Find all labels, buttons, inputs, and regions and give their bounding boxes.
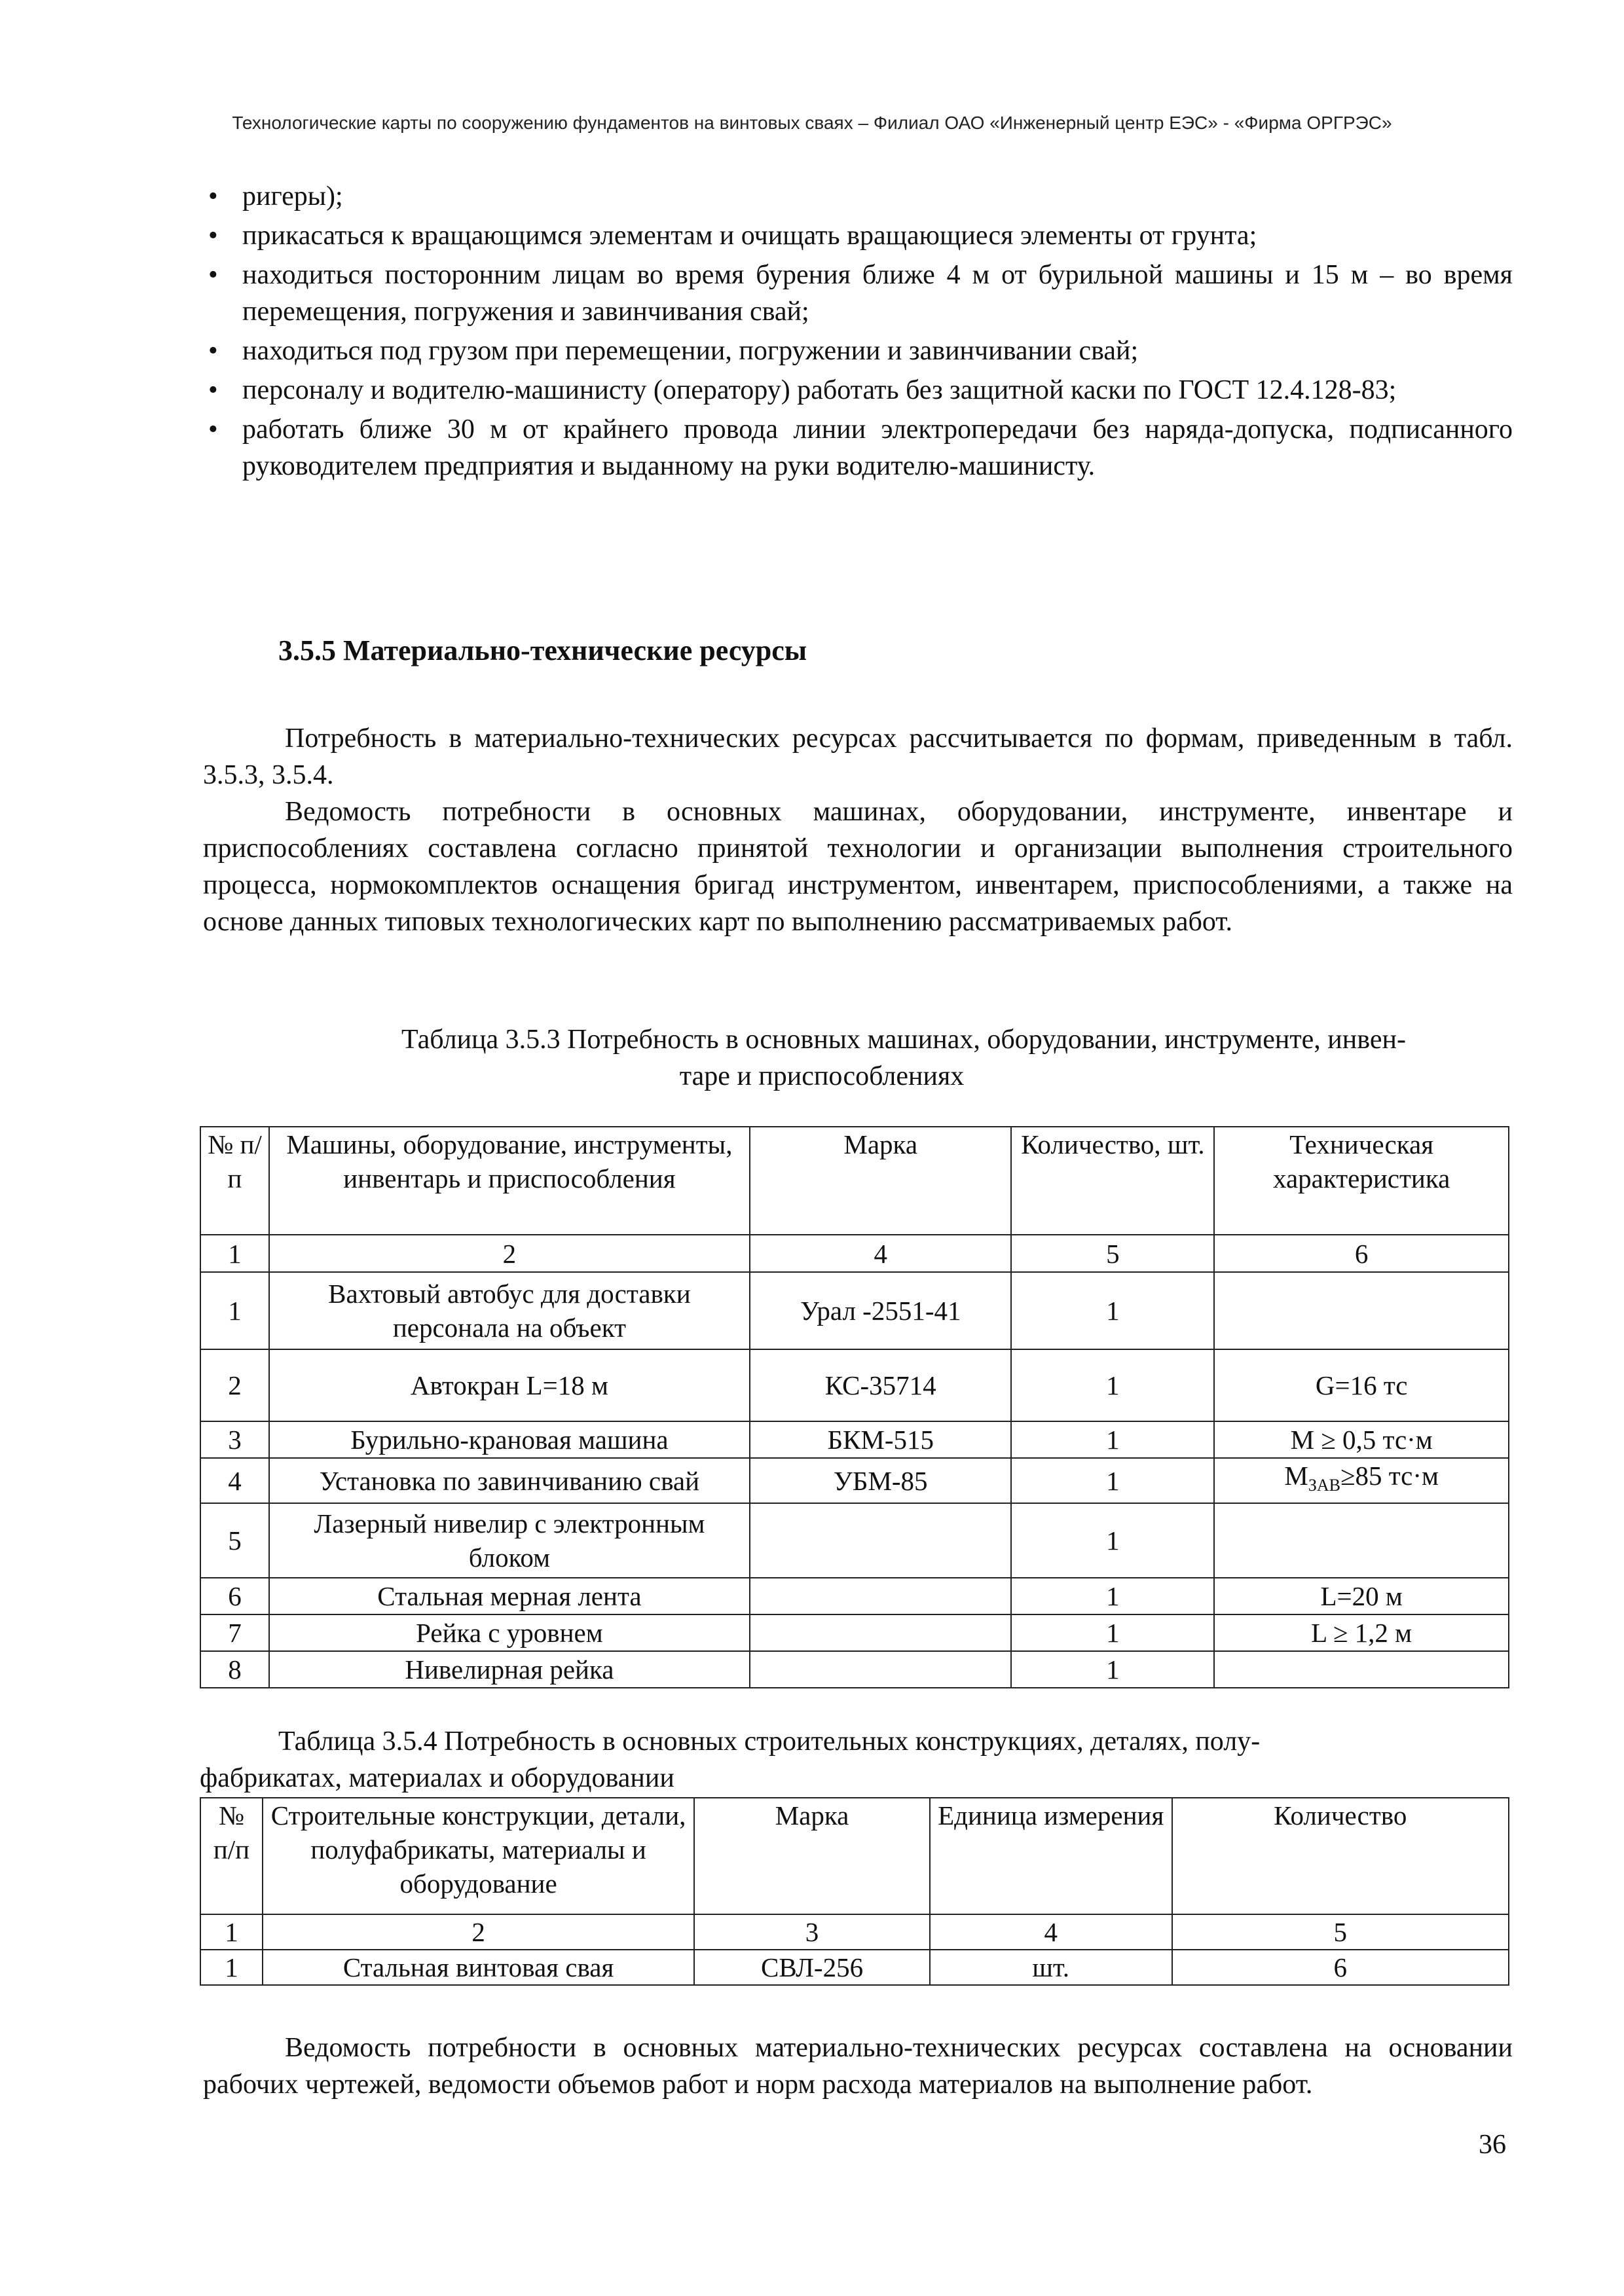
item-unit: шт. <box>930 1950 1172 1985</box>
spec-value: ≥85 тс·м <box>1340 1461 1439 1491</box>
table-row <box>200 1578 1509 1614</box>
list-continuation <box>242 178 1513 215</box>
table-row <box>200 1614 1509 1651</box>
table-row <box>200 1651 1509 1688</box>
item-mark: УБМ-85 <box>750 1458 1012 1503</box>
item-mark: КС-35714 <box>750 1349 1012 1421</box>
list-item: • работать ближе 30 м от крайнего провода линии электропередачи без наряда-допуска, подписанного руководителем предприятия и выданному на руки водителю-машинисту. <box>242 411 1513 484</box>
header-cell: Количество <box>1172 1798 1509 1914</box>
column-number: 6 <box>1214 1235 1509 1272</box>
table-row <box>200 1950 1509 1985</box>
item-name: Автокран L=18 м <box>269 1349 750 1421</box>
table-header-row <box>200 1127 1509 1235</box>
list-item: • находиться под грузом при перемещении, погружении и завинчивании свай; <box>242 333 1513 369</box>
section-body <box>203 720 1513 940</box>
row-number: 2 <box>200 1349 269 1421</box>
item-spec <box>1214 1503 1509 1578</box>
item-mark <box>750 1614 1012 1651</box>
item-qty: 1 <box>1011 1349 1214 1421</box>
header-cell: Количество, шт. <box>1011 1127 1214 1235</box>
column-number: 4 <box>930 1914 1172 1950</box>
table-row <box>200 1503 1509 1578</box>
item-name: Лазерный нивелир с электронным блоком <box>269 1503 750 1578</box>
item-mark: Урал -2551-41 <box>750 1272 1012 1349</box>
column-number: 2 <box>263 1914 694 1950</box>
table-row <box>200 1272 1509 1349</box>
item-name: Бурильно-крановая машина <box>269 1421 750 1458</box>
page-number: 36 <box>1479 2130 1506 2160</box>
machines-table <box>200 1126 1509 1688</box>
table-row <box>200 1421 1509 1458</box>
item-qty: 1 <box>1011 1503 1214 1578</box>
table1-caption <box>295 1021 1513 1095</box>
item-mark: СВЛ-256 <box>694 1950 930 1985</box>
spec-symbol: М <box>1284 1461 1308 1491</box>
item-spec: L ≥ 1,2 м <box>1214 1614 1509 1651</box>
item-mark <box>750 1503 1012 1578</box>
header-cell: Марка <box>694 1798 930 1914</box>
item-name: Рейка с уровнем <box>269 1614 750 1651</box>
item-qty: 1 <box>1011 1578 1214 1614</box>
item-qty: 1 <box>1011 1614 1214 1651</box>
column-number: 1 <box>200 1914 263 1950</box>
item-qty: 6 <box>1172 1950 1509 1985</box>
header-cell: Строительные конструкции, детали, полуфабрикаты, материалы и оборудование <box>263 1798 694 1914</box>
column-number: 5 <box>1172 1914 1509 1950</box>
running-header: Технологические карты по сооружению фундаментов на винтовых сваях – Филиал ОАО «Инженерный центр ЕЭС» - «Фирма ОРГРЭС» <box>232 113 1392 133</box>
continuation-text: ригеры); <box>242 181 343 211</box>
item-qty: 1 <box>1011 1272 1214 1349</box>
item-name: Нивелирная рейка <box>269 1651 750 1688</box>
column-number: 2 <box>269 1235 750 1272</box>
item-mark: БКМ-515 <box>750 1421 1012 1458</box>
item-spec: М ≥ 0,5 тс·м <box>1214 1421 1509 1458</box>
header-cell: № п/п <box>200 1798 263 1914</box>
column-number: 4 <box>750 1235 1012 1272</box>
column-number-row <box>200 1235 1509 1272</box>
list-item: • персоналу и водителю-машинисту (оператору) работать без защитной каски по ГОСТ 12.4.128-83; <box>242 372 1513 409</box>
row-number: 4 <box>200 1458 269 1503</box>
paragraph: Ведомость потребности в основных материально-технических ресурсах составлена на основании рабочих чертежей, ведомости объемов работ и норм расхода материалов на выполнение работ. <box>203 2033 1513 2100</box>
item-mark <box>750 1651 1012 1688</box>
item-spec <box>1214 1651 1509 1688</box>
table-header-row <box>200 1798 1509 1914</box>
paragraph: Ведомость потребности в основных машинах, оборудовании, инструменте, инвентаре и приспособлениях составлена согласно принятой технологии и организации выполнения строительного процесса, нормокомплектов оснащения бригад инструментом, инвентарем, приспособлениями, а также на основе данных типовых технологических карт по выполнению рассматриваемых работ. <box>203 797 1513 937</box>
item-qty: 1 <box>1011 1651 1214 1688</box>
paragraph: Потребность в материально-технических ресурсах рассчитывается по формам, приведенным в табл. 3.5.3, 3.5.4. <box>203 723 1513 790</box>
list-item: • прикасаться к вращающимся элементам и очищать вращающиеся элементы от грунта; <box>242 217 1513 254</box>
row-number: 1 <box>200 1272 269 1349</box>
caption-line: Таблица 3.5.3 Потребность в основных машинах, оборудовании, инструменте, инвен- <box>401 1025 1406 1055</box>
caption-line: фабрикатах, материалах и оборудовании <box>200 1763 674 1793</box>
materials-table <box>200 1797 1509 1986</box>
table-row <box>200 1349 1509 1421</box>
column-number-row <box>200 1914 1509 1950</box>
table-row <box>200 1458 1509 1503</box>
row-number: 1 <box>200 1950 263 1985</box>
header-cell: № п/п <box>200 1127 269 1235</box>
list-item: • находиться посторонним лицам во время бурения ближе 4 м от бурильной машины и 15 м – во время перемещения, погружения и завинчивания свай; <box>242 257 1513 330</box>
row-number: 7 <box>200 1614 269 1651</box>
column-number: 1 <box>200 1235 269 1272</box>
header-cell: Техническая характеристика <box>1214 1127 1509 1235</box>
header-cell: Единица измерения <box>930 1798 1172 1914</box>
prohibitions-list <box>242 178 1513 487</box>
item-mark <box>750 1578 1012 1614</box>
row-number: 6 <box>200 1578 269 1614</box>
row-number: 3 <box>200 1421 269 1458</box>
spec-subscript: ЗАВ <box>1308 1476 1340 1495</box>
item-spec <box>1214 1458 1509 1503</box>
header-cell: Машины, оборудование, инструменты, инвентарь и приспособления <box>269 1127 750 1235</box>
header-cell: Марка <box>750 1127 1012 1235</box>
item-qty: 1 <box>1011 1458 1214 1503</box>
row-number: 5 <box>200 1503 269 1578</box>
item-spec: L=20 м <box>1214 1578 1509 1614</box>
caption-line: Таблица 3.5.4 Потребность в основных строительных конструкциях, деталях, полу- <box>278 1726 1261 1757</box>
item-spec <box>1214 1272 1509 1349</box>
column-number: 3 <box>694 1914 930 1950</box>
item-name: Стальная мерная лента <box>269 1578 750 1614</box>
row-number: 8 <box>200 1651 269 1688</box>
item-name: Стальная винтовая свая <box>263 1950 694 1985</box>
column-number: 5 <box>1011 1235 1214 1272</box>
table2-caption <box>200 1723 1516 1796</box>
item-name: Вахтовый автобус для доставки персонала на объект <box>269 1272 750 1349</box>
item-spec: G=16 тс <box>1214 1349 1509 1421</box>
item-name: Установка по завинчиванию свай <box>269 1458 750 1503</box>
closing-paragraph <box>203 2030 1513 2103</box>
section-heading: 3.5.5 Материально-технические ресурсы <box>278 634 807 666</box>
item-qty: 1 <box>1011 1421 1214 1458</box>
caption-line: таре и приспособлениях <box>679 1061 965 1091</box>
